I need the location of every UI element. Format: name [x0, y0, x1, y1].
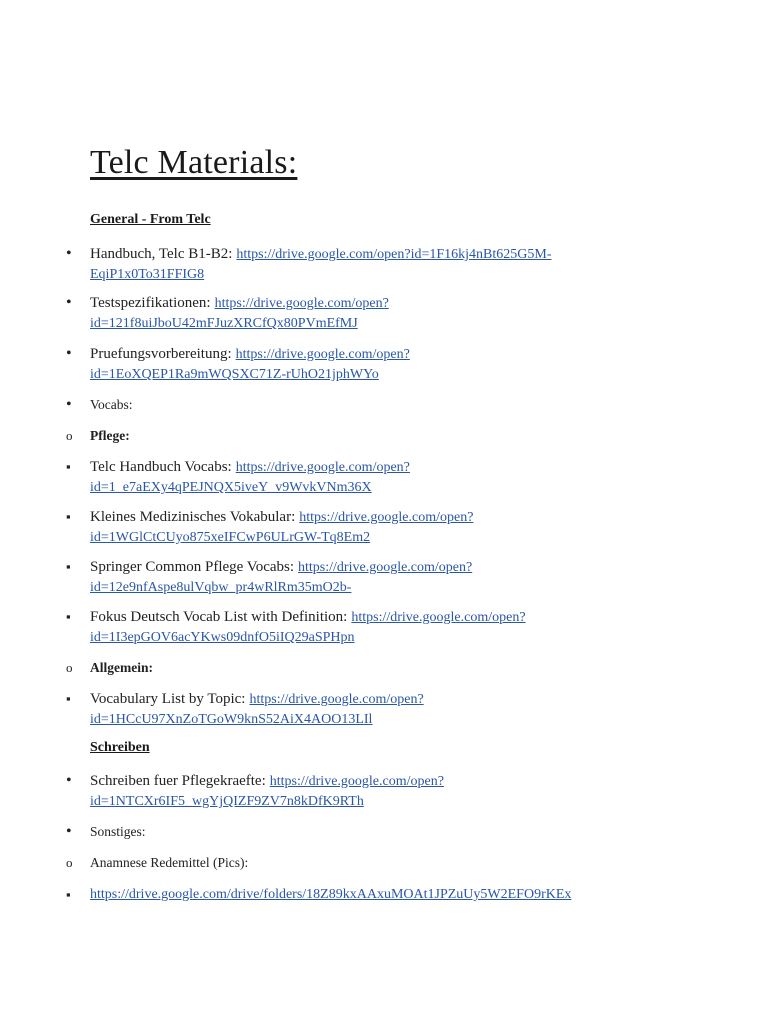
- drive-link[interactable]: https://drive.google.com/open?id=1F16kj4nBt625G5M- EqiP1x0To31FFIG8: [90, 247, 552, 282]
- bullet-disc-icon: [66, 822, 82, 842]
- item-label: Anamnese Redemittel (Pics):: [90, 855, 249, 870]
- drive-link[interactable]: https://drive.google.com/open? id=12e9nfAspe8ulVqbw_pr4wRlRm35mO2b-: [90, 560, 473, 595]
- bullet-disc-icon: [66, 395, 82, 415]
- item-label: Allgemein:: [90, 660, 153, 675]
- bullet-disc-icon: [66, 344, 82, 364]
- bullet-disc-icon: [66, 293, 82, 313]
- item-label: Vocabulary List by Topic:: [90, 691, 246, 707]
- drive-link[interactable]: https://drive.google.com/open? id=1NTCXr6IF5_wgYjQIZF9ZV7n8kDfK9RTh: [90, 774, 444, 809]
- item-label: Telc Handbuch Vocabs:: [90, 459, 232, 475]
- item-label: Schreiben fuer Pflegekraefte:: [90, 773, 266, 789]
- item-label: Sonstiges:: [90, 824, 146, 839]
- item-label: Fokus Deutsch Vocab List with Definition:: [90, 609, 348, 625]
- drive-link[interactable]: https://drive.google.com/open? id=121f8uiJboU42mFJuzXRCfQx80PVmEfMJ: [90, 296, 389, 331]
- section-heading-general: General - From Telc: [90, 212, 211, 227]
- drive-link[interactable]: https://drive.google.com/open? id=1WGlCtCUyo875xeIFCwP6ULrGW-Tq8Em2: [90, 510, 474, 545]
- bullet-square-icon: [66, 457, 82, 477]
- bullet-disc-icon: [66, 244, 82, 264]
- drive-link[interactable]: https://drive.google.com/open? id=1I3epGOV6acYKws09dnfO5iIQ29aSPHpn: [90, 610, 526, 645]
- item-label: Springer Common Pflege Vocabs:: [90, 559, 295, 575]
- item-label: Pflege:: [90, 428, 130, 443]
- bullet-circle-icon: [66, 853, 82, 873]
- bullet-square-icon: [66, 557, 82, 577]
- item-label: Handbuch, Telc B1-B2:: [90, 246, 233, 262]
- item-label: Testspezifikationen:: [90, 295, 211, 311]
- bullet-circle-icon: [66, 658, 82, 678]
- item-label: Vocabs:: [90, 397, 133, 412]
- item-label: Kleines Medizinisches Vokabular:: [90, 509, 296, 525]
- item-label: Pruefungsvorbereitung:: [90, 346, 232, 362]
- bullet-disc-icon: [66, 771, 82, 791]
- drive-folder-link[interactable]: https://drive.google.com/drive/folders/18Z89kxAAxuMOAt1JPZuUy5W2EFO9rKEx: [90, 887, 572, 902]
- bullet-circle-icon: [66, 426, 82, 446]
- drive-link[interactable]: https://drive.google.com/open? id=1EoXQEP1Ra9mWQSXC71Z-rUhO21jphWYo: [90, 347, 410, 382]
- bullet-square-icon: [66, 689, 82, 709]
- drive-link[interactable]: https://drive.google.com/open? id=1_e7aEXy4qPEJNQX5iveY_v9WvkVNm36X: [90, 460, 410, 495]
- bullet-square-icon: [66, 885, 82, 905]
- bullet-square-icon: [66, 607, 82, 627]
- drive-link[interactable]: https://drive.google.com/open? id=1HCcU97XnZoTGoW9knS52AiX4AOO13LIl: [90, 692, 424, 727]
- bullet-square-icon: [66, 507, 82, 527]
- section-heading-schreiben: Schreiben: [90, 740, 150, 755]
- page-title: Telc Materials:: [90, 144, 298, 181]
